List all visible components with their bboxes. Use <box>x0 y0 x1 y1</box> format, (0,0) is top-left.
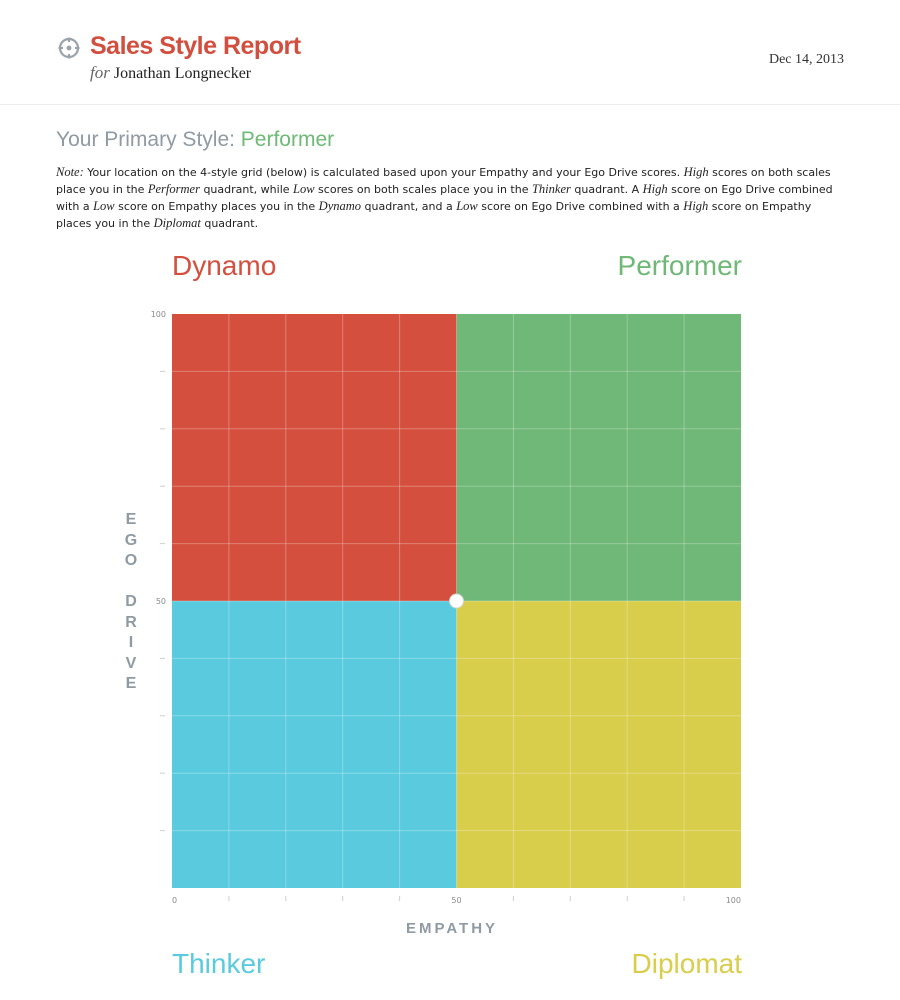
note-text: quadrant, while <box>199 183 294 196</box>
note-emphasis: Low <box>456 199 478 213</box>
note-text: quadrant. <box>200 217 259 230</box>
note-emphasis: High <box>683 165 709 179</box>
quadrant-dynamo <box>172 314 457 601</box>
y-axis-title-letter: G <box>124 531 138 549</box>
x-tick-label: 0 <box>172 896 178 905</box>
note-text: score on Empathy places you in the <box>114 200 319 213</box>
recipient-name: Jonathan Longnecker <box>113 65 252 82</box>
y-axis-title-letter: V <box>125 654 137 672</box>
note-emphasis: Low <box>293 182 315 196</box>
y-axis-title-letter: I <box>128 634 134 651</box>
quadrant-label-diplomat: Diplomat <box>631 948 742 979</box>
y-axis-title-letter: R <box>125 613 137 631</box>
note-emphasis: High <box>683 199 709 213</box>
y-axis-title <box>118 510 144 695</box>
primary-style-name: Performer <box>240 128 335 151</box>
quadrant-performer <box>457 314 742 601</box>
y-axis-title-letter: E <box>125 511 137 528</box>
primary-style-prefix: Your Primary Style: <box>56 128 235 151</box>
note-emphasis: High <box>642 182 668 196</box>
quadrant-diplomat <box>457 601 742 888</box>
quadrant-label-thinker: Thinker <box>172 948 266 979</box>
note-text: score on Ego Drive combined with a <box>56 183 833 213</box>
y-axis-title-letter: D <box>125 593 137 610</box>
note-text: scores on both scales place you in the <box>56 166 831 196</box>
note-text: score on Ego Drive combined with a <box>477 200 684 213</box>
report-title: Sales Style Report <box>90 32 301 60</box>
quadrant-label-performer: Performer <box>617 250 742 281</box>
y-tick-label: 50 <box>155 597 166 606</box>
x-tick-label: 50 <box>451 896 462 905</box>
score-point-marker <box>450 594 464 608</box>
note-emphasis: Dynamo <box>318 199 362 213</box>
note-emphasis: Diplomat <box>153 216 201 230</box>
note-text: quadrant. A <box>570 183 643 196</box>
note-emphasis: Low <box>93 199 115 213</box>
note-label: Note: <box>56 165 84 179</box>
y-tick-label: 100 <box>150 310 166 319</box>
report-date: Dec 14, 2013 <box>768 52 844 67</box>
note-emphasis: Performer <box>147 182 200 196</box>
y-axis-title-letter <box>118 572 144 593</box>
quadrant-label-dynamo: Dynamo <box>172 250 277 281</box>
note-text: Your location on the 4-style grid (below) is calculated based upon your Empathy and your Ego Drive scores. <box>83 166 684 179</box>
note-emphasis: Thinker <box>531 182 571 196</box>
y-axis-title-letter: E <box>125 675 137 692</box>
note-text: scores on both scales place you in the <box>314 183 532 196</box>
y-axis-title-letter: O <box>124 552 138 569</box>
note-text: score on Empathy places you in the <box>56 200 812 230</box>
quadrant-thinker <box>172 601 457 888</box>
note-text: quadrant, and a <box>361 200 457 213</box>
x-axis-title: EMPATHY <box>405 920 499 937</box>
x-tick-label: 100 <box>725 896 741 905</box>
for-label: for <box>90 63 110 82</box>
